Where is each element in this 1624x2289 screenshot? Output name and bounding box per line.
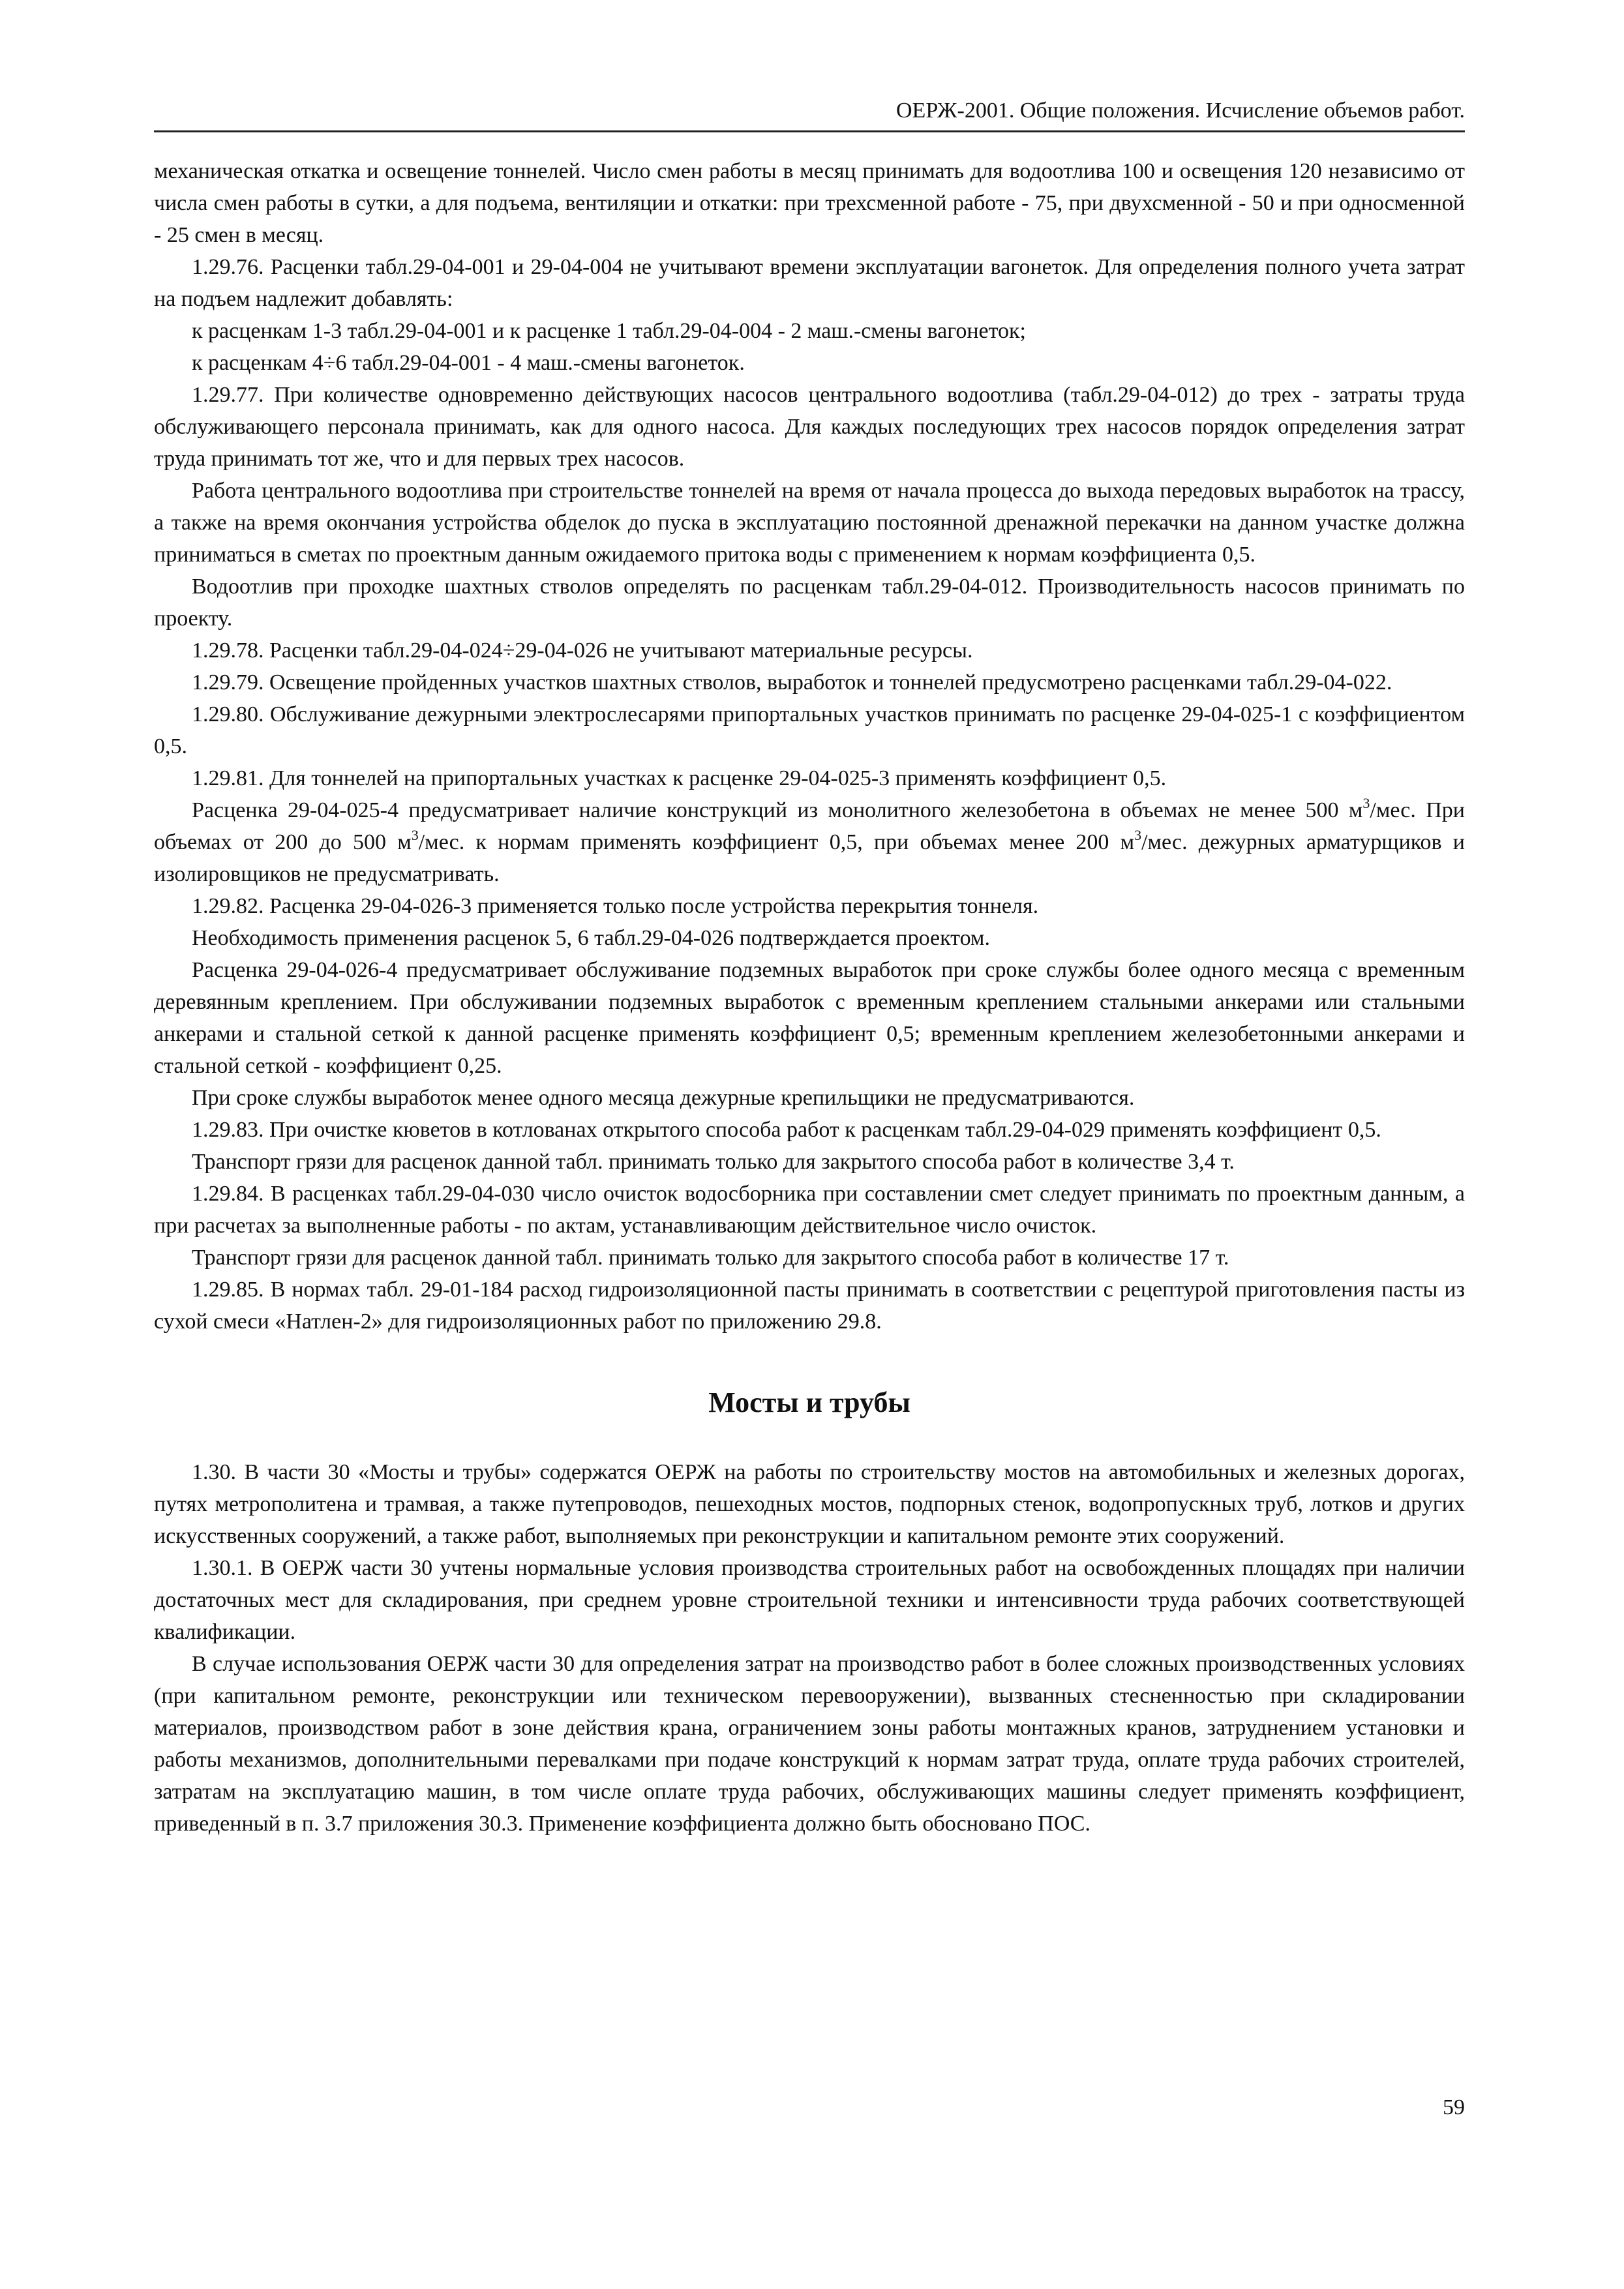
- paragraph: к расценкам 1-3 табл.29-04-001 и к расценке 1 табл.29-04-004 - 2 маш.-смены вагонеток;: [192, 319, 1027, 343]
- paragraph: 1.29.84. В расценках табл.29-04-030 число очисток водосборника при составлении смет следует принимать по проектным данным, а при расчетах за выполненные работы - по актам, устанавливающим действительное число очисток.: [154, 1182, 1465, 1238]
- superscript: 3: [1362, 795, 1370, 811]
- page-number: 59: [1443, 2095, 1465, 2119]
- paragraph: к расценкам 4÷6 табл.29-04-001 - 4 маш.-смены вагонеток.: [192, 351, 745, 375]
- text-run: /мес. дежурных арматурщиков и изолировщиков не предусматривать.: [154, 830, 1466, 886]
- paragraph: 1.29.80. Обслуживание дежурными электрослесарями припортальных участков принимать по расценке 29-04-025-1 с коэффициентом 0,5.: [154, 702, 1465, 758]
- text-run: Расценка 29-04-025-4 предусматривает наличие конструкций из монолитного железобетона в объемах не менее 500 м: [192, 798, 1363, 822]
- running-header: ОЕРЖ-2001. Общие положения. Исчисление объемов работ.: [896, 98, 1465, 123]
- paragraph: 1.29.85. В нормах табл. 29-01-184 расход гидроизоляционной пасты принимать в соответствии с рецептурой приготовления пасты из сухой смеси «Натлен-2» для гидроизоляционных работ по приложению 29.8.: [154, 1278, 1465, 1334]
- section-heading: Мосты и трубы: [708, 1386, 910, 1418]
- paragraph: Необходимость применения расценок 5, 6 табл.29-04-026 подтверждается проектом.: [192, 926, 990, 950]
- paragraph: 1.29.76. Расценки табл.29-04-001 и 29-04-004 не учитывают времени эксплуатации вагонеток. Для определения полного учета затрат на подъем надлежит добавлять:: [154, 255, 1465, 311]
- paragraph: Водоотлив при проходке шахтных стволов определять по расценкам табл.29-04-012. Производительность насосов принимать по проекту.: [154, 575, 1465, 631]
- paragraph: Работа центрального водоотлива при строительстве тоннелей на время от начала процесса до выхода передовых выработок на трассу, а также на время окончания устройства обделок до пуска в эксплуатацию постоянной дренажной перекачки на данном участке должна приниматься в сметах по проектным данным ожидаемого притока воды с применением к нормам коэффициента 0,5.: [154, 479, 1465, 567]
- paragraph: 1.29.82. Расценка 29-04-026-3 применяется только после устройства перекрытия тоннеля.: [192, 894, 1039, 918]
- page-content: [154, 155, 1465, 1840]
- paragraph: 1.29.77. При количестве одновременно действующих насосов центрального водоотлива (табл.29-04-012) до трех - затраты труда обслуживающего персонала принимать, как для одного насоса. Для каждых последующих трех насосов порядок определения затрат труда принимать тот же, что и для первых трех насосов.: [154, 383, 1465, 471]
- paragraph: 1.30.1. В ОЕРЖ части 30 учтены нормальные условия производства строительных работ на освобожденных площадях при наличии достаточных мест для складирования, при среднем уровне строительной техники и интенсивности труда рабочих соответствующей квалификации.: [154, 1556, 1465, 1644]
- paragraph: 1.30. В части 30 «Мосты и трубы» содержатся ОЕРЖ на работы по строительству мостов на автомобильных и железных дорогах, путях метрополитена и трамвая, а также путепроводов, пешеходных мостов, подпорных стенок, водопропускных труб, лотков и других искусственных сооружений, а также работ, выполняемых при реконструкции и капитальном ремонте этих сооружений.: [154, 1460, 1465, 1548]
- paragraph: 1.29.81. Для тоннелей на припортальных участках к расценке 29-04-025-3 применять коэффициент 0,5.: [192, 766, 1167, 790]
- paragraph: В случае использования ОЕРЖ части 30 для определения затрат на производство работ в более сложных производственных условиях (при капитальном ремонте, реконструкции или техническом перевооружении), вызванных стесненностью при складировании материалов, производством работ в зоне действия крана, ограничением зоны работы монтажных кранов, затруднением установки и работы механизмов, дополнительными перевалками при подаче конструкций к нормам затрат труда, оплате труда рабочих строителей, затратам на эксплуатацию машин, в том числе оплате труда рабочих, обслуживающих машины следует применять коэффициент, приведенный в п. 3.7 приложения 30.3. Применение коэффициента должно быть обосновано ПОС.: [154, 1652, 1465, 1836]
- paragraph: Транспорт грязи для расценок данной табл. принимать только для закрытого способа работ в количестве 3,4 т.: [192, 1150, 1235, 1174]
- paragraph-concrete-volumes: [154, 794, 1465, 890]
- text-run: /мес. к нормам применять коэффициент 0,5, при объемах менее 200 м: [418, 830, 1135, 854]
- header-rule: [154, 130, 1465, 132]
- superscript: 3: [411, 827, 419, 843]
- paragraph: 1.29.78. Расценки табл.29-04-024÷29-04-026 не учитывают материальные ресурсы.: [192, 638, 973, 663]
- paragraph: При сроке службы выработок менее одного месяца дежурные крепильщики не предусматриваются.: [192, 1086, 1135, 1110]
- superscript: 3: [1134, 827, 1142, 843]
- paragraph: Транспорт грязи для расценок данной табл. принимать только для закрытого способа работ в количестве 17 т.: [192, 1246, 1229, 1270]
- paragraph: 1.29.79. Освещение пройденных участков шахтных стволов, выработок и тоннелей предусмотрено расценками табл.29-04-022.: [192, 670, 1392, 695]
- paragraph: механическая откатка и освещение тоннелей. Число смен работы в месяц принимать для водоотлива 100 и освещения 120 независимо от числа смен работы в сутки, а для подъема, вентиляции и откатки: при трехсменной работе - 75, при двухсменной - 50 и при односменной - 25 смен в месяц.: [154, 159, 1465, 247]
- paragraph: 1.29.83. При очистке кюветов в котлованах открытого способа работ к расценкам табл.29-04-029 применять коэффициент 0,5.: [192, 1118, 1381, 1142]
- text-run: /мес. При объемах от 200 до 500 м: [154, 798, 1465, 854]
- paragraph: Расценка 29-04-026-4 предусматривает обслуживание подземных выработок при сроке службы более одного месяца с временным деревянным креплением. При обслуживании подземных выработок с временным креплением стальными анкерами или стальными анкерами и стальной сеткой к данной расценке применять коэффициент 0,5; временным креплением железобетонными анкерами и стальной сеткой - коэффициент 0,25.: [154, 958, 1465, 1078]
